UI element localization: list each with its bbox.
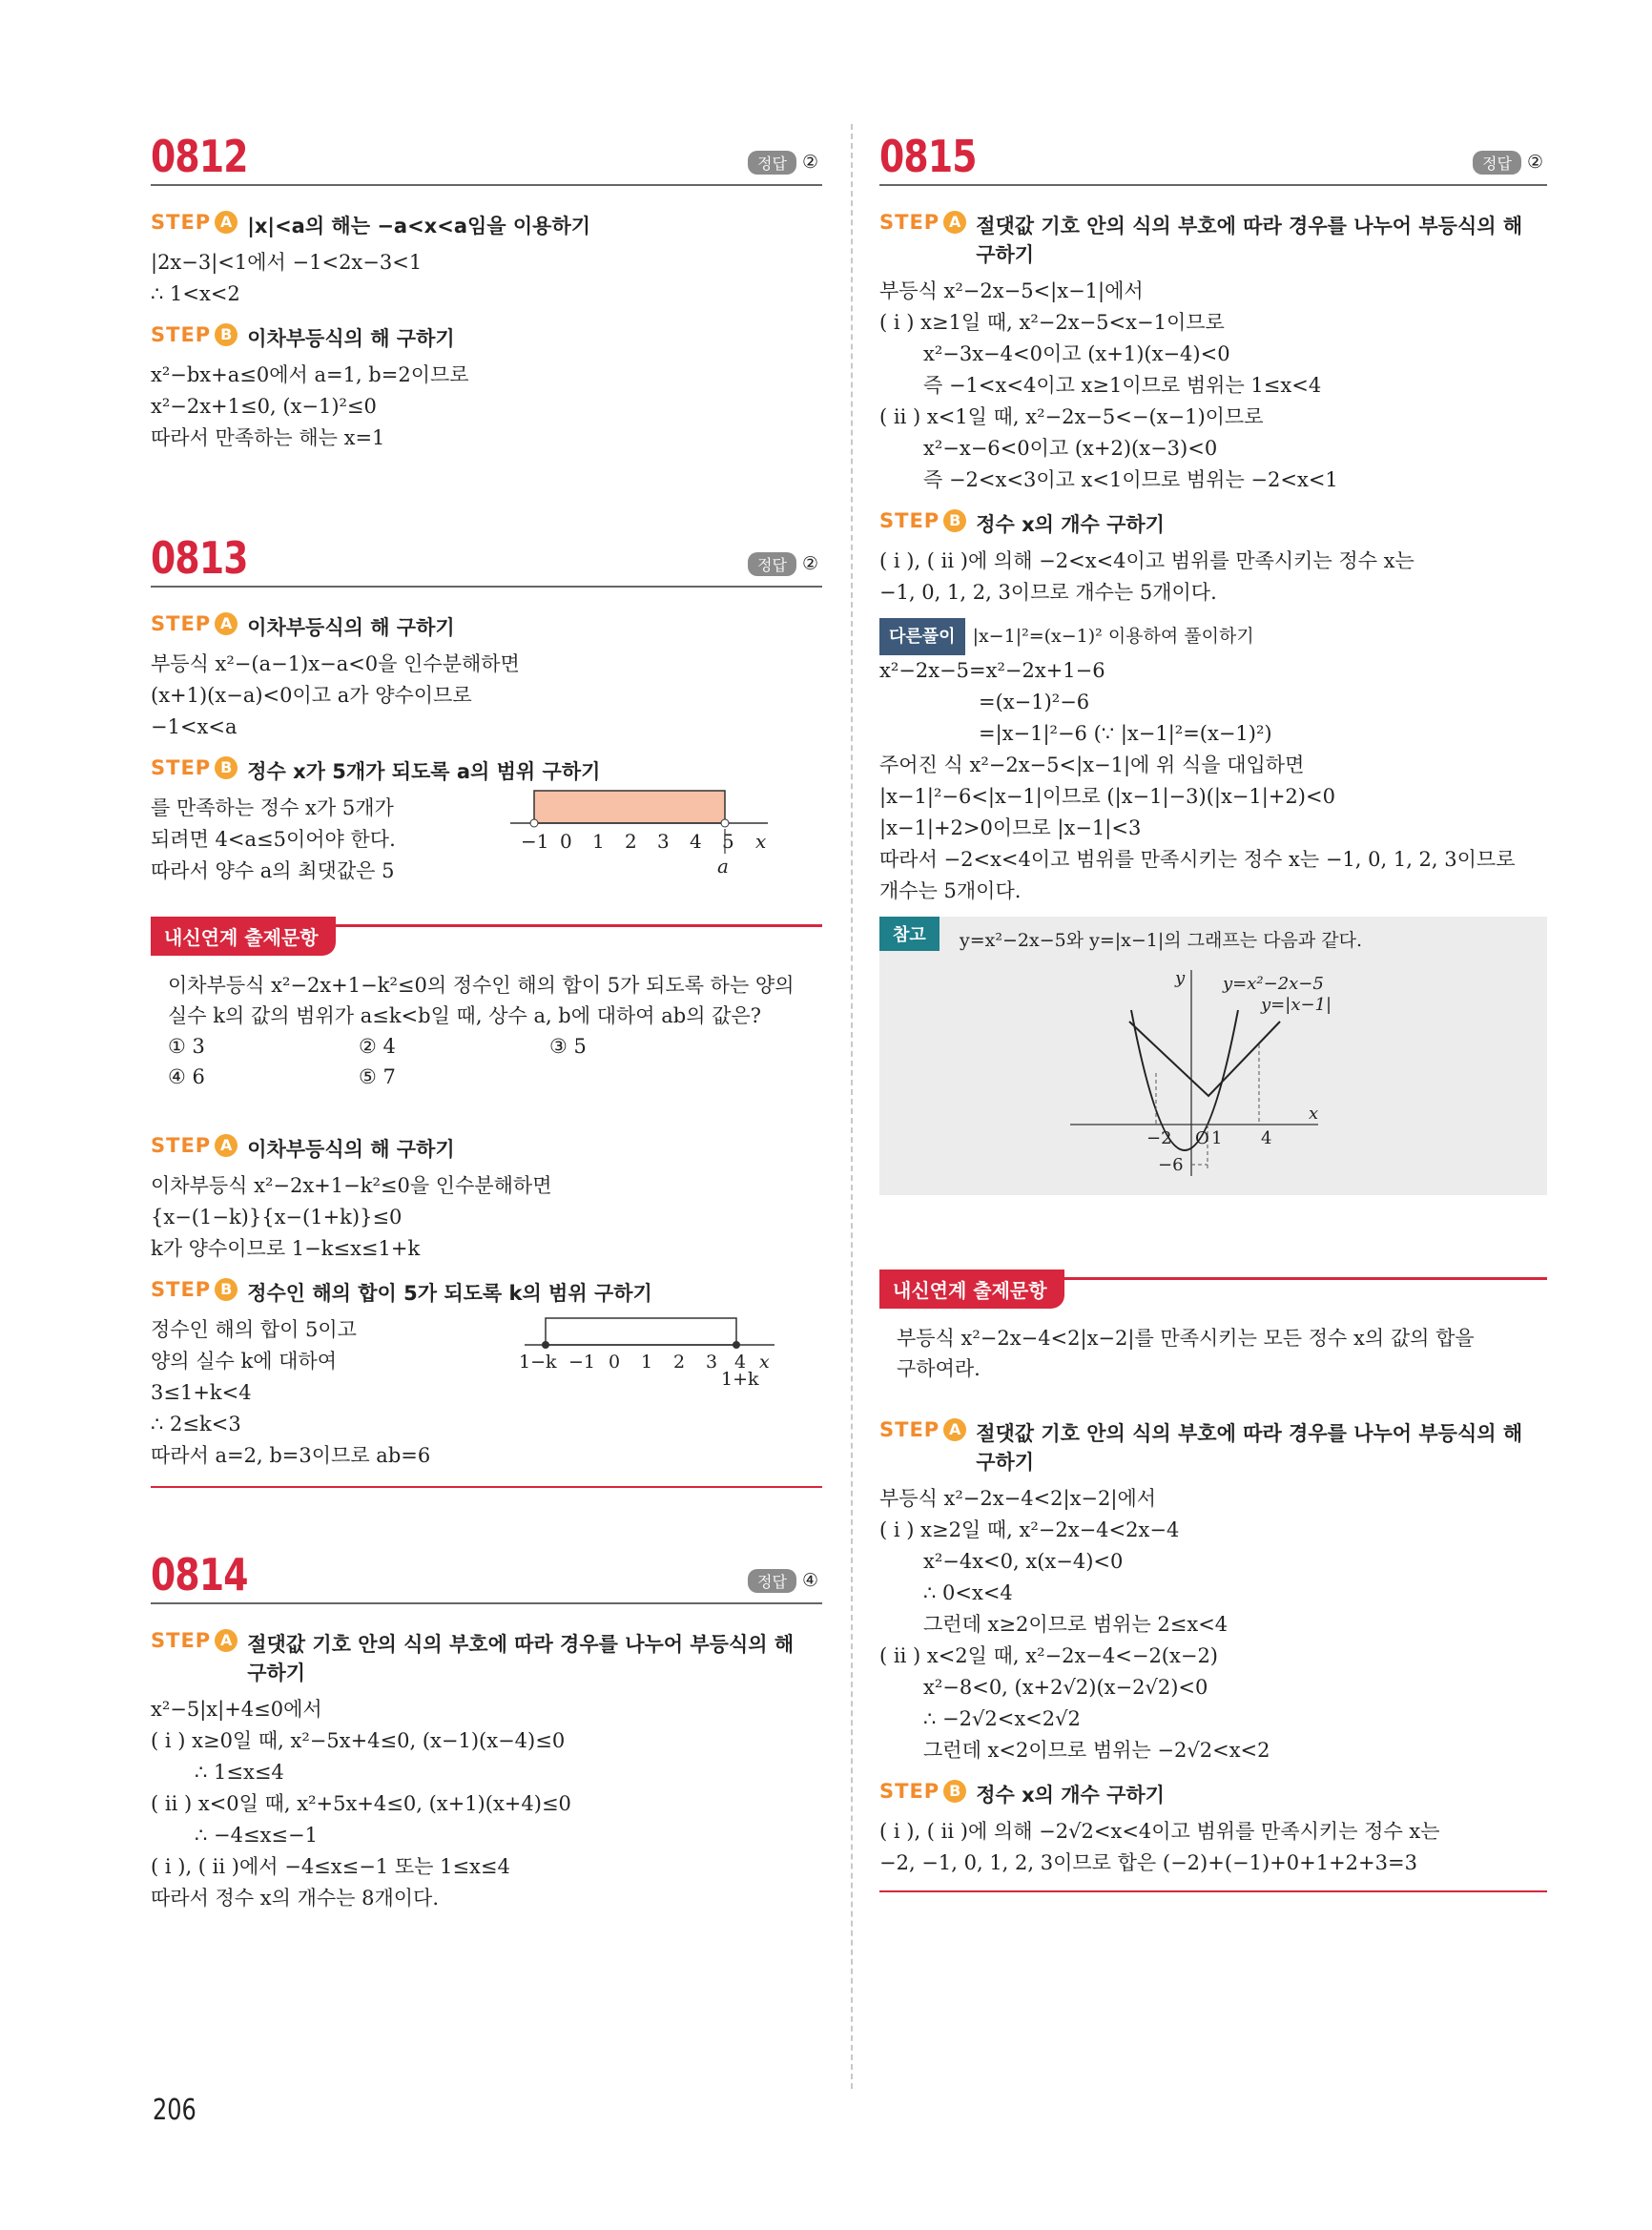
problem-number: 0815 [879, 131, 977, 182]
note-text: y=x²−2x−5와 y=|x−1|의 그래프는 다음과 같다. [960, 930, 1362, 951]
tick-label: 0 [609, 1352, 621, 1373]
note-tag: 참고 [879, 917, 940, 951]
solution-line: ( i ) x≥2일 때, x²−2x−4<2x−4 [879, 1518, 1180, 1541]
solution-line: x²−bx+a≤0에서 a=1, b=2이므로 [151, 363, 469, 386]
step-label: STEP [151, 323, 212, 346]
y-axis-label: y [1175, 968, 1186, 988]
step-label: STEP [151, 612, 212, 635]
solution-line: −1, 0, 1, 2, 3이므로 개수는 5개이다. [879, 581, 1217, 604]
step-b-body [151, 1314, 822, 1475]
right-column [879, 129, 1547, 1892]
answer-choices [151, 1031, 822, 1092]
page-number: 206 [153, 2094, 196, 2127]
step-label: STEP [151, 1134, 212, 1157]
solution-line: ( i ), ( ii )에 의해 −2√2<x<4이고 범위를 만족시키는 정수 x는 [879, 1820, 1440, 1843]
step-letter: A [215, 1134, 237, 1157]
solution-line: 를 만족하는 정수 x가 5개가 [151, 796, 394, 819]
solution-line: −2, −1, 0, 1, 2, 3이므로 합은 (−2)+(−1)+0+1+2+3=3 [879, 1851, 1417, 1874]
problem-number: 0813 [151, 532, 248, 584]
step-title: 절댓값 기호 안의 식의 부호에 따라 경우를 나누어 부등식의 해 [976, 215, 1523, 237]
tick-label: 1−k [519, 1352, 557, 1373]
step-label: STEP [151, 211, 212, 234]
solution-line: ∴ −2√2<x<2√2 [923, 1707, 1081, 1730]
solution-line: =|x−1|²−6 (∵ |x−1|²=(x−1)²) [979, 722, 1272, 745]
step-letter: B [215, 756, 237, 779]
x-axis-label: x [1309, 1104, 1319, 1124]
closed-endpoint [733, 1341, 740, 1349]
step-letter: A [215, 211, 237, 234]
question-line: 실수 k의 값의 범위가 a≤k<b일 때, 상수 a, b에 대하여 ab의 값은? [168, 1004, 762, 1027]
answer-tag: 정답 [748, 1569, 796, 1593]
solution-line: 부등식 x²−2x−5<|x−1|에서 [879, 279, 1144, 302]
problem-header-0814 [151, 1547, 822, 1604]
tick-label: 2 [625, 830, 637, 853]
choice: ① 3 [168, 1035, 205, 1058]
solution-line: 부등식 x²−2x−4<2|x−2|에서 [879, 1487, 1157, 1510]
step-label: STEP [879, 1780, 940, 1803]
alt-solution-tag: 다른풀이 [879, 618, 965, 655]
step-a-heading [151, 211, 822, 239]
answer-tag: 정답 [748, 552, 796, 576]
solution-line: ( i ), ( ii )에서 −4≤x≤−1 또는 1≤x≤4 [151, 1855, 510, 1878]
choice: ④ 6 [168, 1065, 205, 1088]
step-title: 정수 x의 개수 구하기 [976, 1784, 1165, 1807]
solution-line: ( i ) x≥1일 때, x²−2x−5<x−1이므로 [879, 311, 1225, 334]
answer-badge [748, 1569, 818, 1593]
step-letter: A [215, 612, 237, 635]
open-endpoint [530, 819, 538, 827]
step-b-body [151, 793, 822, 888]
solution-line: 되려면 4<a≤5이어야 한다. [151, 828, 396, 851]
solution-line: 개수는 5개이다. [879, 879, 1022, 902]
step-a-heading [151, 1629, 822, 1686]
answer-tag: 정답 [748, 151, 796, 175]
solution-line: −1<x<a [151, 715, 237, 738]
solution-line: ( ii ) x<1일 때, x²−2x−5<−(x−1)이므로 [879, 405, 1264, 428]
solution-line: =(x−1)²−6 [979, 691, 1090, 713]
tick-label: 1 [641, 1352, 653, 1373]
solution-line: 3≤1+k<4 [151, 1381, 252, 1404]
solution-line: |x−1|+2>0이므로 |x−1|<3 [879, 816, 1142, 839]
tick-label: 3 [706, 1352, 718, 1373]
solution-line: 즉 −2<x<3이고 x<1이므로 범위는 −2<x<1 [923, 468, 1338, 491]
tick-label: −1 [521, 830, 549, 853]
question-line: 이차부등식 x²−2x+1−k²≤0의 정수인 해의 합이 5가 되도록 하는 양의 [168, 974, 795, 997]
section-end-line [151, 1486, 822, 1488]
solution-line: (x+1)(x−a)<0이고 a가 양수이므로 [151, 684, 472, 707]
solution-line: 부등식 x²−(a−1)x−a<0을 인수분해하면 [151, 652, 520, 675]
tick-label: 4 [734, 1352, 747, 1373]
note-box [879, 917, 1547, 1195]
step-title: 이차부등식의 해 구하기 [247, 1138, 455, 1161]
open-endpoint [721, 819, 729, 827]
step-letter: B [215, 1278, 237, 1301]
step-label: STEP [879, 509, 940, 532]
endpoint-label: a [717, 855, 729, 878]
solution-line: 따라서 정수 x의 개수는 8개이다. [151, 1887, 440, 1910]
solution-line: ( ii ) x<2일 때, x²−2x−4<−2(x−2) [879, 1644, 1218, 1667]
solution-line: {x−(1−k)}{x−(1+k)}≤0 [151, 1206, 403, 1229]
endpoint-label: 1+k [721, 1369, 759, 1390]
choice: ⑤ 7 [359, 1065, 396, 1088]
tick-label: −1 [568, 1352, 596, 1373]
step-label: STEP [151, 1278, 212, 1301]
step-label: STEP [879, 211, 940, 234]
step-b-heading [151, 756, 822, 785]
alt-solution-heading [879, 618, 1547, 655]
step-label: STEP [151, 756, 212, 779]
step-title: 절댓값 기호 안의 식의 부호에 따라 경우를 나누어 부등식의 해 [247, 1633, 795, 1656]
solution-line: 그런데 x<2이므로 범위는 −2√2<x<2 [923, 1739, 1270, 1762]
answer-value: ② [1526, 152, 1543, 173]
naesin-badge: 내신연계 출제문항 [151, 917, 336, 956]
closed-endpoint [542, 1341, 549, 1349]
number-line-diagram [506, 1309, 792, 1404]
solution-line: 따라서 만족하는 해는 x=1 [151, 426, 385, 449]
tick-label: 2 [673, 1352, 686, 1373]
problem-number: 0812 [151, 131, 248, 182]
left-column [151, 129, 822, 1914]
solution-line: 따라서 양수 a의 최댓값은 5 [151, 859, 395, 882]
tick-label: −2 [1146, 1128, 1172, 1148]
step-title: 정수 x의 개수 구하기 [976, 513, 1165, 536]
question-line: 부등식 x²−2x−4<2|x−2|를 만족시키는 모든 정수 x의 값의 합을 [897, 1327, 1475, 1350]
solution-line: x²−2x−5=x²−2x+1−6 [879, 659, 1105, 682]
solution-line: |x−1|²−6<|x−1|이므로 (|x−1|−3)(|x−1|+2)<0 [879, 785, 1335, 808]
step-title-cont: 구하기 [247, 1662, 306, 1684]
step-letter: B [943, 1780, 966, 1803]
graph-diagram [879, 955, 1547, 1184]
step-title: |x|<a의 해는 −a<x<a임을 이용하기 [247, 215, 591, 237]
problem-header-0813 [151, 530, 822, 588]
step-b-heading [879, 509, 1547, 538]
tick-label: 1 [1211, 1128, 1223, 1148]
solution-line: 주어진 식 x²−2x−5<|x−1|에 위 식을 대입하면 [879, 754, 1305, 776]
tick-label: 1 [592, 830, 605, 853]
step-letter: B [943, 509, 966, 532]
naesin-section-bar [151, 917, 822, 955]
abs-curve [1129, 1022, 1280, 1096]
range-box [546, 1318, 736, 1345]
solution-line: x²−x−6<0이고 (x+2)(x−3)<0 [923, 437, 1218, 460]
step-letter: A [215, 1629, 237, 1652]
solution-line: |2x−3|<1에서 −1<2x−3<1 [151, 251, 423, 274]
answer-badge [748, 552, 818, 576]
tick-label: O [1195, 1128, 1209, 1148]
solution-line: ( ii ) x<0일 때, x²+5x+4≤0, (x+1)(x+4)≤0 [151, 1792, 571, 1815]
step-b-heading [151, 1278, 822, 1307]
axis-variable: x [759, 1352, 770, 1373]
question-line: 구하여라. [897, 1357, 981, 1380]
curve-label: y=|x−1| [1261, 995, 1332, 1015]
solution-line: 그런데 x≥2이므로 범위는 2≤x<4 [923, 1613, 1229, 1636]
number-line-diagram [506, 785, 792, 890]
step-title: 절댓값 기호 안의 식의 부호에 따라 경우를 나누어 부등식의 해 [976, 1422, 1523, 1445]
step-title: 이차부등식의 해 구하기 [247, 616, 455, 639]
solution-line: ∴ −4≤x≤−1 [195, 1824, 318, 1847]
answer-tag: 정답 [1473, 151, 1521, 175]
naesin-section-bar [879, 1270, 1547, 1308]
solution-line: 따라서 −2<x<4이고 범위를 만족시키는 정수 x는 −1, 0, 1, 2, 3이므로 [879, 848, 1516, 871]
alt-solution-title: |x−1|²=(x−1)² 이용하여 풀이하기 [972, 626, 1254, 647]
step-a-heading [879, 211, 1547, 268]
step-title-cont: 구하기 [976, 243, 1035, 266]
step-a-heading [879, 1418, 1547, 1476]
naesin-badge: 내신연계 출제문항 [879, 1270, 1064, 1309]
answer-value: ④ [801, 1570, 818, 1591]
tick-label: 5 [722, 830, 734, 853]
tick-label: 4 [1261, 1128, 1272, 1148]
solution-line: ( i ) x≥0일 때, x²−5x+4≤0, (x−1)(x−4)≤0 [151, 1729, 566, 1752]
answer-badge [748, 151, 818, 175]
solution-line: ∴ 0<x<4 [923, 1581, 1013, 1604]
problem-header-0815 [879, 129, 1547, 186]
answer-value: ② [801, 152, 818, 173]
choice: ② 4 [359, 1035, 396, 1058]
solution-line: x²−4x<0, x(x−4)<0 [923, 1550, 1124, 1573]
range-box [534, 791, 725, 823]
step-title: 이차부등식의 해 구하기 [247, 327, 455, 350]
solution-line: ∴ 1≤x≤4 [195, 1761, 284, 1784]
tick-label: 4 [690, 830, 702, 853]
tick-label: 0 [560, 830, 572, 853]
problem-header-0812 [151, 129, 822, 186]
curve-label: y=x²−2x−5 [1223, 974, 1324, 994]
step-a-heading [151, 1134, 822, 1163]
problem-number: 0814 [151, 1549, 248, 1600]
axis-variable: x [755, 830, 767, 853]
step-title-cont: 구하기 [976, 1451, 1035, 1474]
step-label: STEP [879, 1418, 940, 1441]
step-letter: B [215, 323, 237, 346]
step-b-heading [151, 323, 822, 352]
solution-line: ( i ), ( ii )에 의해 −2<x<4이고 범위를 만족시키는 정수 x는 [879, 549, 1415, 572]
step-label: STEP [151, 1629, 212, 1652]
solution-line: ∴ 2≤k<3 [151, 1413, 241, 1435]
step-letter: A [943, 1418, 966, 1441]
answer-value: ② [801, 553, 818, 574]
solution-line: ∴ 1<x<2 [151, 282, 240, 305]
answer-badge [1473, 151, 1543, 175]
solution-line: x²−3x−4<0이고 (x+1)(x−4)<0 [923, 342, 1230, 365]
step-title: 정수 x가 5개가 되도록 a의 범위 구하기 [247, 760, 601, 783]
step-title: 정수인 해의 합이 5가 되도록 k의 범위 구하기 [247, 1282, 652, 1305]
solution-line: x²−5|x|+4≤0에서 [151, 1698, 322, 1721]
solution-line: 즉 −1<x<4이고 x≥1이므로 범위는 1≤x<4 [923, 374, 1322, 397]
column-divider [851, 124, 853, 2089]
solution-line: x²−8<0, (x+2√2)(x−2√2)<0 [923, 1676, 1208, 1699]
choice: ③ 5 [549, 1035, 587, 1058]
tick-label: 3 [657, 830, 670, 853]
solution-line: 이차부등식 x²−2x+1−k²≤0을 인수분해하면 [151, 1174, 552, 1197]
solution-line: k가 양수이므로 1−k≤x≤1+k [151, 1237, 421, 1260]
solution-line: 양의 실수 k에 대하여 [151, 1350, 338, 1373]
step-letter: A [943, 211, 966, 234]
step-b-heading [879, 1780, 1547, 1808]
step-a-heading [151, 612, 822, 641]
solution-line: 정수인 해의 합이 5이고 [151, 1318, 357, 1341]
solution-line: 따라서 a=2, b=3이므로 ab=6 [151, 1444, 431, 1467]
tick-label: −6 [1158, 1155, 1184, 1175]
section-end-line [879, 1890, 1547, 1892]
solution-line: x²−2x+1≤0, (x−1)²≤0 [151, 395, 377, 418]
